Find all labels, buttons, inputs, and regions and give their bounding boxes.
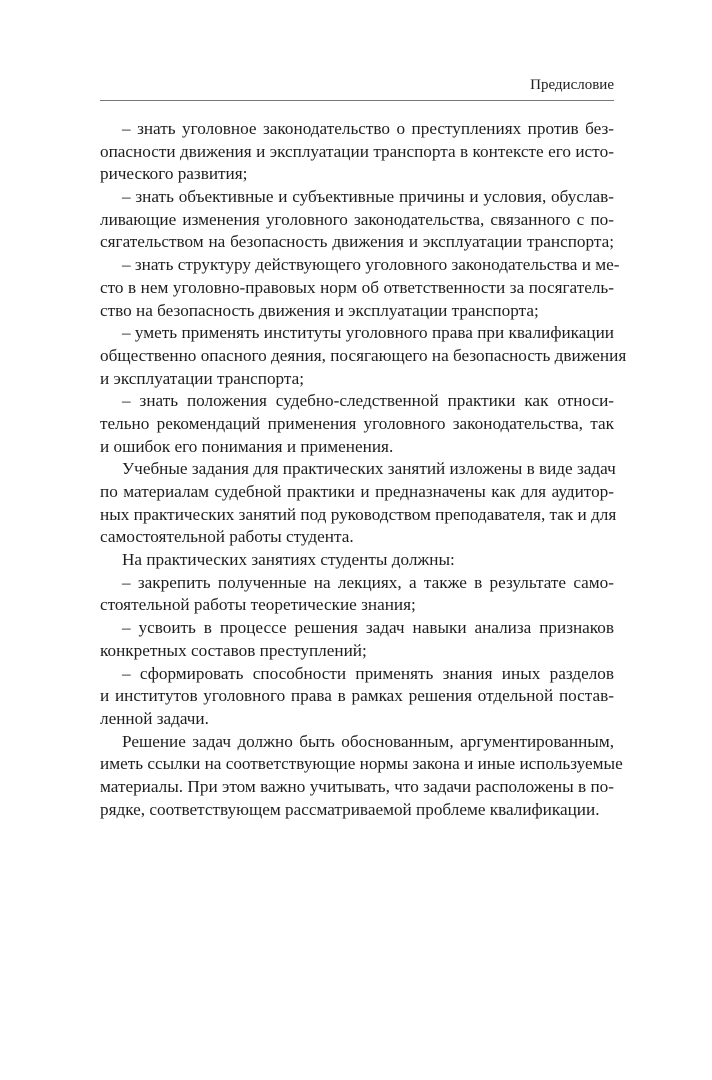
header-rule <box>100 100 614 101</box>
text-line: – знать уголовное законодательство о преступлениях против без- <box>122 119 614 138</box>
text-line: – закрепить полученные на лекциях, а также в результате само- <box>122 572 614 592</box>
text-line: сягательством на безопасность движения и эксплуатации транспорта; <box>100 232 614 252</box>
running-title: Предисловие <box>530 77 614 93</box>
text-line: тельно рекомендаций применения уголовного законодательства, так <box>100 413 614 433</box>
text-line: по материалам судебной практики и предназначены как для аудитор- <box>100 482 614 501</box>
text-line: стоятельной работы теоретические знания; <box>100 595 416 615</box>
text-line: Учебные задания для практических занятий изложены в виде задач <box>122 459 616 479</box>
text-line: – знать положения судебно-следственной практики как относи- <box>122 391 614 411</box>
text-line: рядке, соответствующем рассматриваемой проблеме квалификации. <box>100 799 600 819</box>
text-line: Решение задач должно быть обоснованным, аргументированным, <box>122 731 614 751</box>
text-line: рического развития; <box>100 164 248 184</box>
text-line: ленной задачи. <box>100 708 209 728</box>
text-line: опасности движения и эксплуатации транспорта в контексте его истo- <box>100 141 614 161</box>
text-line: общественно опасного деяния, посягающего на безопасность движения <box>100 345 627 365</box>
page-body <box>100 118 627 821</box>
text-line: – знать структуру действующего уголовного законодательства и ме- <box>122 255 620 275</box>
text-line: иметь ссылки на соответствующие нормы закона и иные используемые <box>100 754 623 774</box>
text-line: сто в нем уголовно-правовых норм об ответственности за посягатель- <box>100 277 614 297</box>
text-line: и эксплуатации транспорта; <box>100 368 305 388</box>
text-line: – знать объективные и субъективные причины и условия, обуслав- <box>122 187 614 207</box>
text-line: На практических занятиях студенты должны: <box>122 550 455 570</box>
text-line: материалы. При этом важно учитывать, что задачи расположены в по- <box>100 776 614 796</box>
text-line: конкретных составов преступлений; <box>100 640 367 660</box>
text-line: – сформировать способности применять знания иных разделов <box>122 663 614 683</box>
text-line: и институтов уголовного права в рамках решения отдельной постав- <box>100 686 614 706</box>
text-line: ных практических занятий под руководством преподавателя, так и для <box>100 504 617 524</box>
text-line: – усвоить в процессе решения задач навыки анализа признаков <box>122 618 614 638</box>
text-line: ство на безопасность движения и эксплуатации транспорта; <box>100 300 539 320</box>
text-line: и ошибок его понимания и применения. <box>100 436 394 456</box>
text-line: – уметь применять институты уголовного права при квалификации <box>122 323 614 343</box>
text-line: самостоятельной работы студента. <box>100 527 354 547</box>
text-line: ливающие изменения уголовного законодательства, связанного с по- <box>100 209 614 229</box>
